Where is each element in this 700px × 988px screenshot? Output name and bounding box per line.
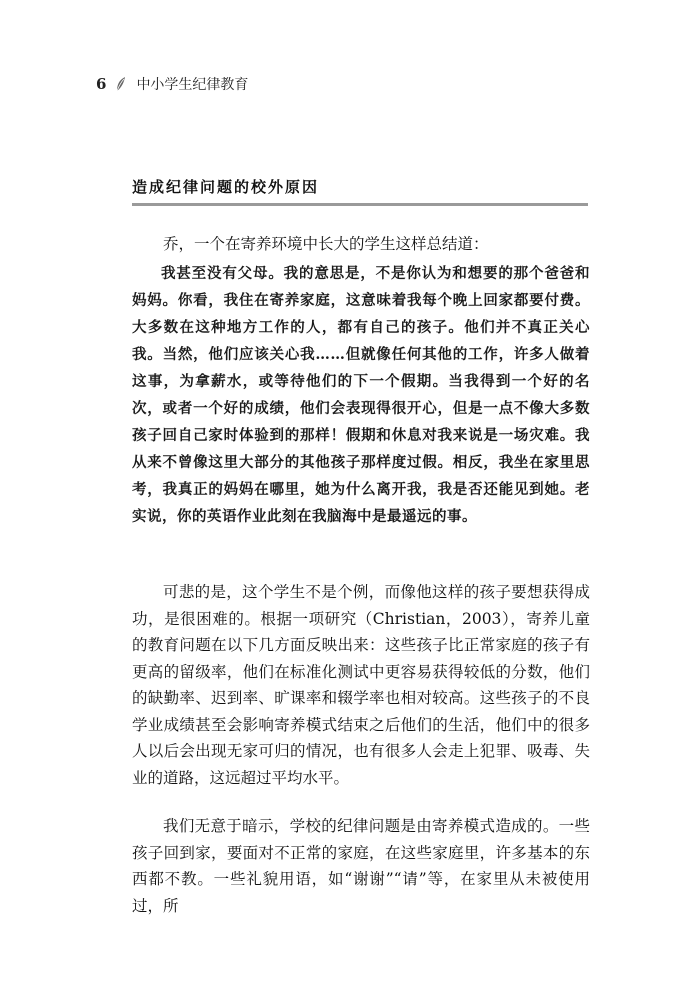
- body-paragraph-1: 可悲的是，这个学生不是个例，而像他这样的孩子要想获得成功，是很困难的。根据一项研究（Christian，2003），寄养儿童的教育问题在以下几方面反映出来：这些孩子比正常家庭的孩子有更高的留级率，他们在标准化测试中更容易获得较低的分数，他们的缺勤率、迟到率、旷课率和辍学率也相对较高。这些孩子的不良学业成绩甚至会影响寄养模式结束之后他们的生活，他们中的很多人以后会出现无家可归的情况，也有很多人会走上犯罪、吸毒、失业的道路，这远超过平均水平。: [132, 583, 590, 787]
- running-header: [96, 74, 248, 94]
- page-number: 6: [96, 75, 107, 93]
- intro-line: 乔，一个在寄养环境中长大的学生这样总结道：: [163, 235, 489, 253]
- body-paragraph-2: 我们无意于暗示，学校的纪律问题是由寄养模式造成的。一些孩子回到家，要面对不正常的家庭，在这些家庭里，许多基本的东西都不教。一些礼貌用语，如“谢谢”“请”等，在家里从未被使用过，所: [132, 817, 590, 915]
- leaf-ornament-icon: [114, 76, 128, 92]
- block-quote: 我甚至没有父母。我的意思是，不是你认为和想要的那个爸爸和妈妈。你看，我住在寄养家庭，这意味着我每个晚上回家都要付费。大多数在这种地方工作的人，都有自己的孩子。他们并不真正关心我。当然，他们应该关心我……但就像任何其他的工作，许多人做着这事，为拿薪水，或等待他们的下一个假期。当我得到一个好的名次，或者一个好的成绩，他们会表现得很开心，但是一点不像大多数孩子回自己家时体验到的那样！假期和休息对我来说是一场灾难。我从来不曾像这里大部分的其他孩子那样度过假。相反，我坐在家里思考，我真正的妈妈在哪里，她为什么离开我，我是否还能见到她。老实说，你的英语作业此刻在我脑海中是最遥远的事。: [132, 265, 590, 525]
- section-heading: 造成纪律问题的校外原因: [132, 176, 588, 206]
- book-title: 中小学生纪律教育: [136, 77, 249, 93]
